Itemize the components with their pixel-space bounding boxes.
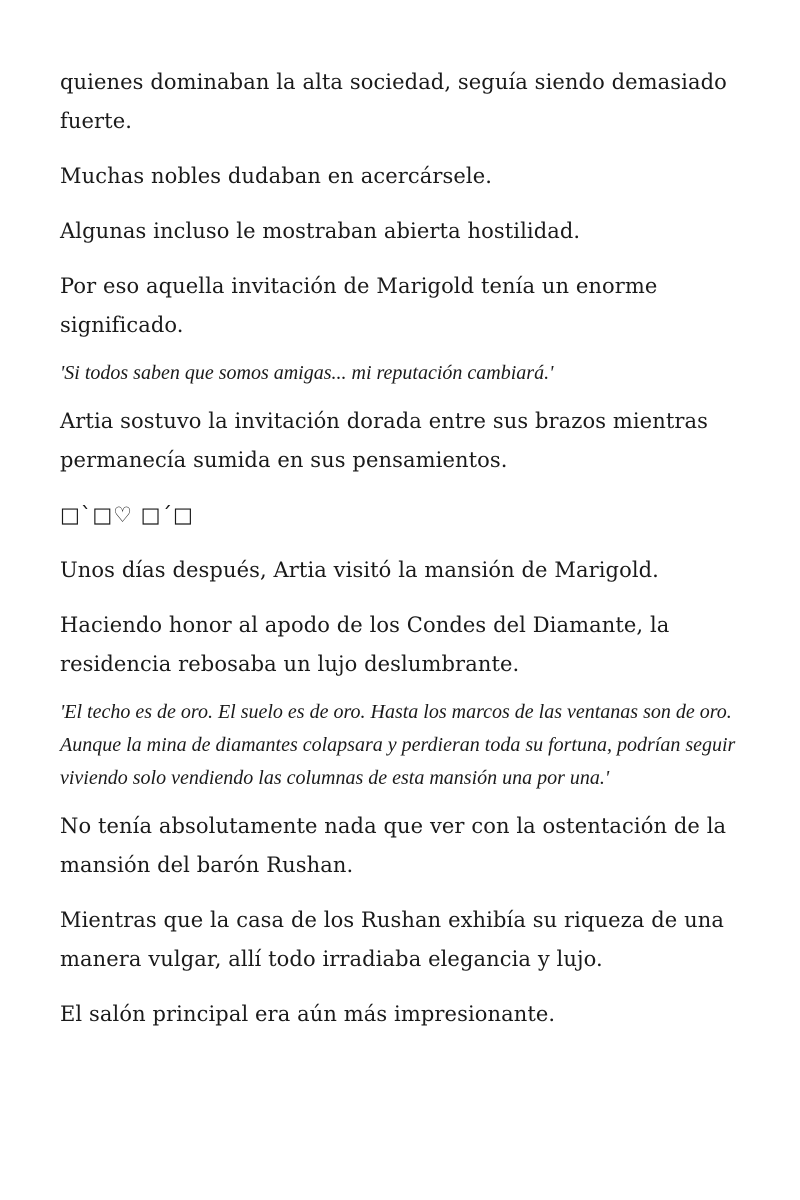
- paragraph: Algunas incluso le mostraban abierta hostilidad.: [60, 219, 581, 243]
- document-body: [60, 63, 750, 1050]
- paragraph: El salón principal era aún más impresionante.: [60, 1002, 556, 1026]
- paragraph: Muchas nobles dudaban en acercársele.: [60, 164, 493, 188]
- paragraph: Artia sostuvo la invitación dorada entre sus brazos mientras permanecía sumida en sus pensamientos.: [60, 409, 708, 472]
- paragraph: Por eso aquella invitación de Marigold tenía un enorme significado.: [60, 274, 658, 337]
- inner-thought: 'Si todos saben que somos amigas... mi reputación cambiará.': [60, 362, 554, 384]
- inner-thought: 'El techo es de oro. El suelo es de oro. Hasta los marcos de las ventanas son de oro. Aunque la mina de diamantes colapsara y perdieran toda su fortuna, podrían seguir viviendo solo vendiendo las columnas de esta mansión una por una.': [60, 701, 736, 789]
- scene-divider: □`□♡ □´□: [60, 503, 194, 527]
- paragraph: No tenía absolutamente nada que ver con la ostentación de la mansión del barón Rushan.: [60, 814, 727, 877]
- paragraph: Mientras que la casa de los Rushan exhibía su riqueza de una manera vulgar, allí todo irradiaba elegancia y lujo.: [60, 908, 724, 971]
- paragraph: quienes dominaban la alta sociedad, seguía siendo demasiado fuerte.: [60, 70, 727, 133]
- paragraph: Haciendo honor al apodo de los Condes del Diamante, la residencia rebosaba un lujo deslumbrante.: [60, 613, 670, 676]
- paragraph: Unos días después, Artia visitó la mansión de Marigold.: [60, 558, 659, 582]
